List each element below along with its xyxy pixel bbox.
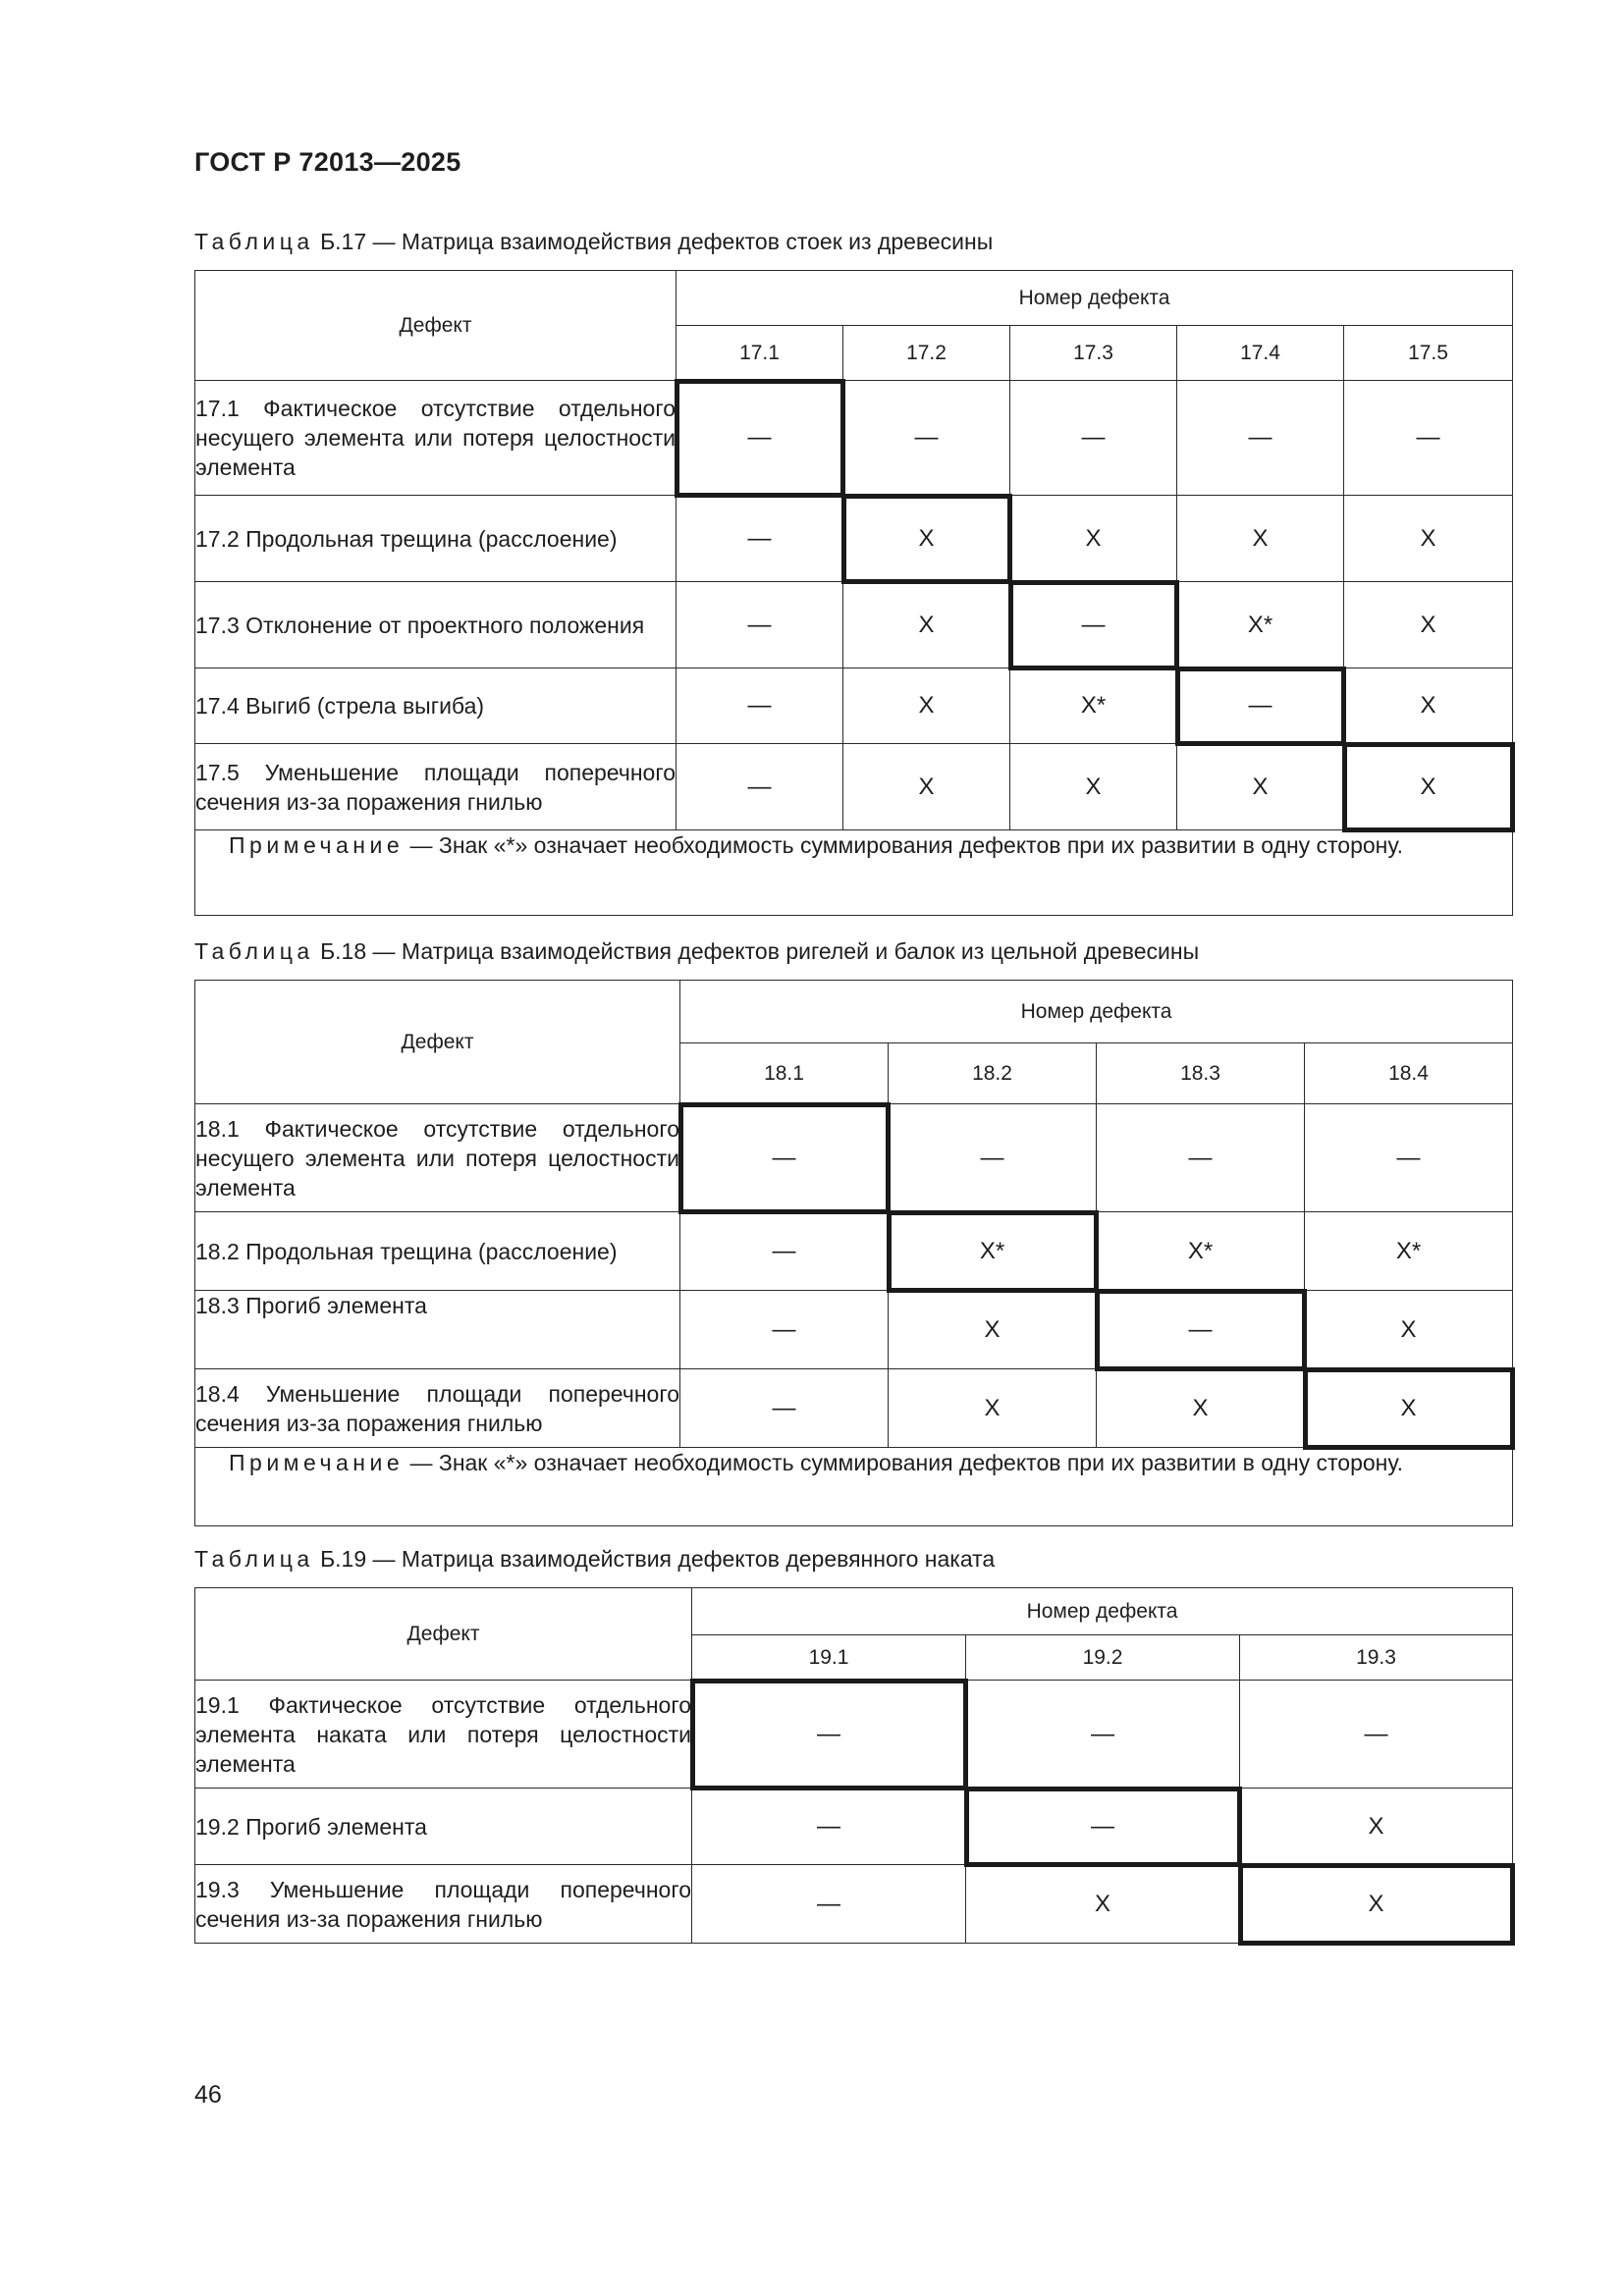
matrix-cell: X [889, 1369, 1097, 1448]
page-header: ГОСТ Р 72013—2025 [194, 147, 461, 177]
matrix-cell: — [1177, 668, 1344, 744]
matrix-cell: X [1177, 496, 1344, 582]
matrix-cell: — [889, 1104, 1097, 1212]
matrix-cell: — [1097, 1291, 1305, 1369]
column-header: 18.3 [1097, 1043, 1305, 1104]
defect-column-header: Дефект [195, 271, 677, 381]
matrix-cell: X [1010, 496, 1177, 582]
column-header: 19.3 [1240, 1635, 1513, 1681]
defect-label: 17.4 Выгиб (стрела выгиба) [195, 668, 677, 744]
matrix-cell: — [677, 744, 843, 830]
matrix-cell: X* [1305, 1212, 1513, 1291]
column-header: 19.2 [966, 1635, 1240, 1681]
table-row [195, 1212, 1513, 1291]
column-header: 18.2 [889, 1043, 1097, 1104]
matrix-cell: X [1177, 744, 1344, 830]
defect-number-header: Номер дефекта [692, 1588, 1513, 1635]
table-row [195, 1681, 1513, 1789]
defect-matrix-b19 [194, 1587, 1513, 1944]
table-caption-b19 [194, 1546, 995, 1573]
note-text: — Знак «*» означает необходимость суммирования дефектов при их развитии в одну сторону. [404, 1450, 1403, 1475]
defect-label: 17.3 Отклонение от проектного положения [195, 582, 677, 668]
table-caption-prefix: Таблица [194, 229, 314, 254]
matrix-cell: — [677, 381, 843, 496]
table-caption-prefix: Таблица [194, 938, 314, 964]
defect-label: 17.2 Продольная трещина (расслоение) [195, 496, 677, 582]
matrix-cell: X [1240, 1789, 1513, 1865]
table-caption-prefix: Таблица [194, 1546, 314, 1572]
matrix-cell: — [680, 1104, 889, 1212]
table-caption-text: Б.18 — Матрица взаимодействия дефектов ригелей и балок из цельной древесины [313, 938, 1200, 964]
matrix-cell: X [889, 1291, 1097, 1369]
column-header: 17.2 [843, 326, 1010, 381]
table-row [195, 582, 1513, 668]
matrix-cell: X* [1097, 1212, 1305, 1291]
matrix-cell: X* [1010, 668, 1177, 744]
defect-label: 17.1 Фактическое отсутствие отдельного несущего элемента или потеря целостности элемента [195, 381, 677, 496]
table-row [195, 1789, 1513, 1865]
page-number: 46 [194, 2081, 222, 2109]
defect-label: 18.4 Уменьшение площади поперечного сечения из-за поражения гнилью [195, 1369, 680, 1448]
matrix-cell: X [843, 668, 1010, 744]
column-header: 17.4 [1177, 326, 1344, 381]
defect-label: 18.2 Продольная трещина (расслоение) [195, 1212, 680, 1291]
defect-column-header: Дефект [195, 1588, 692, 1681]
matrix-cell: — [680, 1291, 889, 1369]
defect-label: 18.3 Прогиб элемента [195, 1291, 680, 1369]
table-note [195, 1448, 1513, 1526]
defect-matrix-b17 [194, 270, 1513, 916]
matrix-cell: X [1344, 668, 1513, 744]
matrix-cell: X [1344, 496, 1513, 582]
matrix-cell: X [1305, 1369, 1513, 1448]
matrix-cell: X [843, 582, 1010, 668]
matrix-cell: — [1097, 1104, 1305, 1212]
table-row [195, 668, 1513, 744]
matrix-cell: — [1344, 381, 1513, 496]
table-caption-b18 [194, 938, 1199, 965]
table-caption-text: Б.17 — Матрица взаимодействия дефектов стоек из древесины [313, 229, 994, 254]
defect-label: 18.1 Фактическое отсутствие отдельного несущего элемента или потеря целостности элемента [195, 1104, 680, 1212]
table-caption-text: Б.19 — Матрица взаимодействия дефектов деревянного наката [313, 1546, 996, 1572]
note-prefix: Примечание [229, 1450, 405, 1475]
column-header: 17.3 [1010, 326, 1177, 381]
note-text: — Знак «*» означает необходимость суммирования дефектов при их развитии в одну сторону. [404, 832, 1403, 858]
defect-label: 19.2 Прогиб элемента [195, 1789, 692, 1865]
table-note [195, 830, 1513, 916]
matrix-cell: — [692, 1681, 966, 1789]
note-prefix: Примечание [229, 832, 405, 858]
matrix-cell: X [966, 1865, 1240, 1944]
matrix-cell: — [1010, 582, 1177, 668]
defect-label: 19.3 Уменьшение площади поперечного сечения из-за поражения гнилью [195, 1865, 692, 1944]
matrix-cell: — [966, 1681, 1240, 1789]
matrix-cell: X [1097, 1369, 1305, 1448]
defect-number-header: Номер дефекта [680, 981, 1513, 1043]
table-row [195, 381, 1513, 496]
matrix-cell: — [677, 668, 843, 744]
matrix-cell: X [1344, 582, 1513, 668]
matrix-cell: X [1240, 1865, 1513, 1944]
matrix-cell: — [1177, 381, 1344, 496]
table-caption-b17 [194, 229, 993, 255]
matrix-cell: — [692, 1865, 966, 1944]
column-header: 18.1 [680, 1043, 889, 1104]
matrix-cell: — [1240, 1681, 1513, 1789]
matrix-cell: — [843, 381, 1010, 496]
matrix-cell: — [677, 582, 843, 668]
column-header: 19.1 [692, 1635, 966, 1681]
table-row [195, 1104, 1513, 1212]
matrix-cell: X [843, 744, 1010, 830]
defect-label: 17.5 Уменьшение площади поперечного сечения из-за поражения гнилью [195, 744, 677, 830]
matrix-cell: — [677, 496, 843, 582]
column-header: 17.1 [677, 326, 843, 381]
matrix-cell: — [692, 1789, 966, 1865]
matrix-cell: — [680, 1212, 889, 1291]
matrix-cell: X [1344, 744, 1513, 830]
table-row [195, 1369, 1513, 1448]
defect-matrix-b18 [194, 980, 1513, 1526]
table-row [195, 1865, 1513, 1944]
matrix-cell: X [1010, 744, 1177, 830]
column-header: 18.4 [1305, 1043, 1513, 1104]
matrix-cell: X [1305, 1291, 1513, 1369]
defect-label: 19.1 Фактическое отсутствие отдельного элемента наката или потеря целостности элемента [195, 1681, 692, 1789]
table-row [195, 496, 1513, 582]
column-header: 17.5 [1344, 326, 1513, 381]
matrix-cell: — [1305, 1104, 1513, 1212]
matrix-cell: — [680, 1369, 889, 1448]
matrix-cell: — [966, 1789, 1240, 1865]
table-row [195, 744, 1513, 830]
defect-column-header: Дефект [195, 981, 680, 1104]
matrix-cell: X [843, 496, 1010, 582]
matrix-cell: X* [889, 1212, 1097, 1291]
matrix-cell: X* [1177, 582, 1344, 668]
defect-number-header: Номер дефекта [677, 271, 1513, 326]
matrix-cell: — [1010, 381, 1177, 496]
table-row [195, 1291, 1513, 1369]
